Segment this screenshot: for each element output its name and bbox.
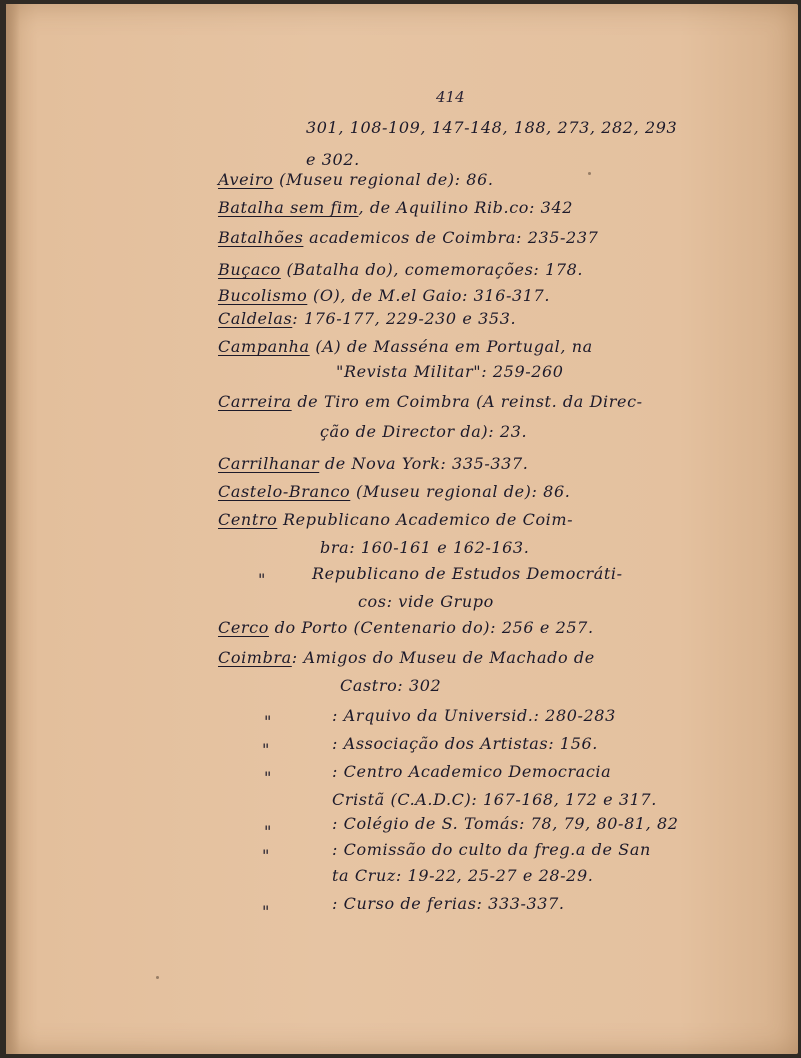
index-entry: Aveiro (Museu regional de): 86. bbox=[218, 170, 494, 189]
paper-speck bbox=[588, 172, 591, 175]
index-term: Castelo-Branco bbox=[218, 482, 351, 501]
ditto-mark: " bbox=[264, 768, 272, 787]
index-term: Carreira bbox=[218, 392, 292, 411]
index-line: Republicano de Estudos Democráti- bbox=[312, 564, 623, 583]
index-line: : Associação dos Artistas: 156. bbox=[332, 734, 598, 753]
ditto-mark: " bbox=[264, 712, 272, 731]
index-line: Cristã (C.A.D.C): 167-168, 172 e 317. bbox=[332, 790, 657, 809]
index-term: Bucolismo bbox=[218, 286, 308, 305]
index-term: Coimbra bbox=[218, 648, 292, 667]
manuscript-page bbox=[6, 4, 798, 1054]
index-term: Buçaco bbox=[218, 260, 281, 279]
index-entry: Carreira de Tiro em Coimbra (A reinst. da Direc- bbox=[218, 392, 643, 411]
ditto-mark: " bbox=[264, 822, 272, 841]
index-entry: Batalha sem fim, de Aquilino Rib.co: 342 bbox=[218, 198, 574, 217]
index-entry: Campanha (A) de Masséna em Portugal, na bbox=[218, 337, 593, 356]
index-line: : Centro Academico Democracia bbox=[332, 762, 612, 781]
index-term: Batalha sem fim bbox=[218, 198, 359, 217]
index-line: ta Cruz: 19-22, 25-27 e 28-29. bbox=[332, 866, 594, 885]
index-term: Aveiro bbox=[218, 170, 274, 189]
index-entry: Buçaco (Batalha do), comemorações: 178. bbox=[218, 260, 584, 279]
index-line: bra: 160-161 e 162-163. bbox=[320, 538, 530, 557]
index-term: Centro bbox=[218, 510, 278, 529]
ditto-mark: " bbox=[262, 740, 270, 759]
index-line: : Arquivo da Universid.: 280-283 bbox=[332, 706, 616, 725]
index-term: Carrilhanar bbox=[218, 454, 320, 473]
index-line: 301, 108-109, 147-148, 188, 273, 282, 293 bbox=[306, 118, 678, 137]
index-line: ção de Director da): 23. bbox=[320, 422, 528, 441]
index-term: Campanha bbox=[218, 337, 310, 356]
index-entry: Caldelas: 176-177, 229-230 e 353. bbox=[218, 309, 517, 328]
index-entry: Bucolismo (O), de M.el Gaio: 316-317. bbox=[218, 286, 551, 305]
page-edge-shadow bbox=[6, 4, 20, 1054]
index-line: e 302. bbox=[306, 150, 360, 169]
index-entry: Castelo-Branco (Museu regional de): 86. bbox=[218, 482, 571, 501]
index-entry: Batalhões academicos de Coimbra: 235-237 bbox=[218, 228, 599, 247]
index-line: : Curso de ferias: 333-337. bbox=[332, 894, 565, 913]
paper-speck bbox=[156, 976, 159, 979]
index-term: Caldelas bbox=[218, 309, 293, 328]
index-line: Castro: 302 bbox=[340, 676, 442, 695]
index-line: cos: vide Grupo bbox=[358, 592, 494, 611]
index-line: "Revista Militar": 259-260 bbox=[336, 362, 564, 381]
index-entry: Coimbra: Amigos do Museu de Machado de bbox=[218, 648, 595, 667]
index-term: Batalhões bbox=[218, 228, 304, 247]
index-line: : Comissão do culto da freg.a de San bbox=[332, 840, 651, 859]
index-entry: Carrilhanar de Nova York: 335-337. bbox=[218, 454, 529, 473]
index-entry: Centro Republicano Academico de Coim- bbox=[218, 510, 574, 529]
index-entry: Cerco do Porto (Centenario do): 256 e 257. bbox=[218, 618, 594, 637]
page-number: 414 bbox=[436, 88, 465, 106]
index-term: Cerco bbox=[218, 618, 269, 637]
ditto-mark: " bbox=[258, 570, 266, 589]
ditto-mark: " bbox=[262, 846, 270, 865]
ditto-mark: " bbox=[262, 902, 270, 921]
index-line: : Colégio de S. Tomás: 78, 79, 80-81, 82 bbox=[332, 814, 679, 833]
